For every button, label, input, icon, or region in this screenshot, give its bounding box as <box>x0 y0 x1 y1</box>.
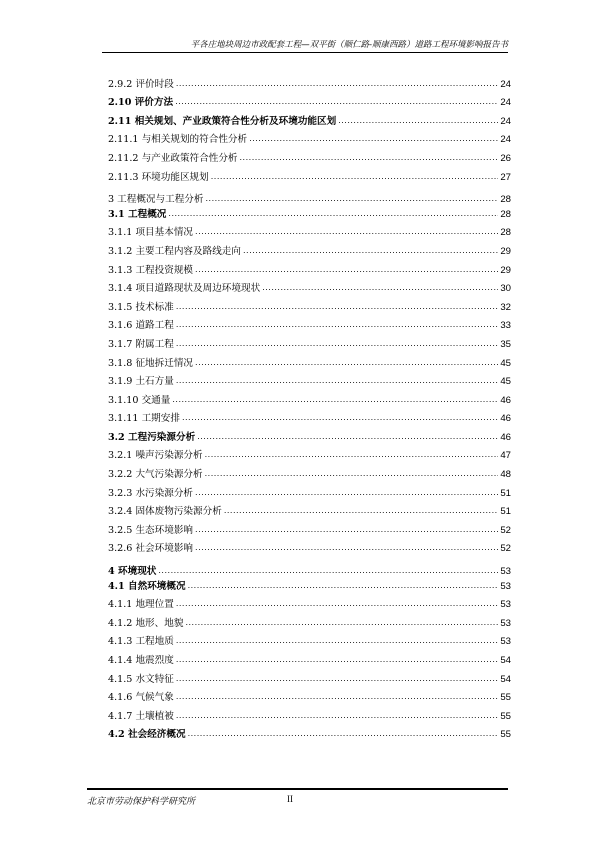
toc-entry-page: 45 <box>500 357 511 369</box>
toc-entry[interactable] <box>108 72 511 91</box>
toc-entry-label: 4.1.5 水文特征 <box>108 673 174 685</box>
toc-entry-page: 53 <box>500 636 511 648</box>
toc-entry[interactable] <box>108 686 511 705</box>
toc-entry-page: 24 <box>500 78 511 90</box>
toc-entry-label: 3.2.1 噪声污染源分析 <box>108 450 203 462</box>
toc-entry[interactable] <box>108 206 511 221</box>
toc-leader <box>185 617 498 629</box>
toc-entry-page: 29 <box>500 264 511 276</box>
toc-entry-label: 3.2 工程污染源分析 <box>108 431 196 443</box>
header-rule <box>102 52 508 53</box>
toc-leader <box>176 635 498 647</box>
toc-entry-page: 46 <box>500 413 511 425</box>
toc-entry-label: 3.1.3 工程投资规模 <box>108 264 194 276</box>
toc-entry[interactable] <box>108 91 511 110</box>
toc-entry-label: 3.1.10 交通量 <box>108 394 171 406</box>
toc-leader <box>240 152 499 164</box>
toc-entry-label: 3.2.6 社会环境影响 <box>108 543 194 555</box>
toc-entry-page: 27 <box>500 171 511 183</box>
toc-entry-page: 46 <box>500 431 511 443</box>
toc-entry-label: 3.1.7 附属工程 <box>108 338 174 350</box>
toc-entry-label: 4.1.2 地形、地貌 <box>108 617 184 629</box>
footer-organization: 北京市劳动保护科学研究所 <box>87 797 196 807</box>
toc-entry[interactable] <box>108 188 511 207</box>
toc-entry[interactable] <box>108 704 511 723</box>
toc-entry-page: 28 <box>500 194 511 206</box>
toc-entry-page: 53 <box>500 617 511 629</box>
toc-entry[interactable] <box>108 518 511 537</box>
toc-entry-page: 46 <box>500 394 511 406</box>
toc-entry-page: 54 <box>500 673 511 685</box>
toc-entry-label: 3.2.3 水污染源分析 <box>108 487 194 499</box>
toc-leader <box>206 193 499 205</box>
toc-entry-label: 2.11.2 与产业政策符合性分析 <box>108 152 238 164</box>
toc-entry-label: 3.1.9 土石方量 <box>108 376 174 388</box>
toc-entry-page: 53 <box>500 566 511 578</box>
toc-entry-page: 24 <box>500 115 511 127</box>
toc-entry-page: 52 <box>500 543 511 555</box>
toc-entry-page: 28 <box>500 227 511 239</box>
toc-entry[interactable] <box>108 314 511 333</box>
toc-leader <box>158 565 498 577</box>
toc-entry[interactable] <box>108 146 511 165</box>
toc-entry-page: 33 <box>500 320 511 332</box>
toc-leader <box>195 264 498 276</box>
toc-entry-label: 4.1.3 工程地质 <box>108 636 174 648</box>
toc-leader <box>205 449 499 461</box>
toc-entry[interactable] <box>108 407 511 426</box>
toc-leader <box>249 133 498 145</box>
toc-leader <box>172 394 498 406</box>
toc-leader <box>176 78 498 90</box>
toc-entry-label: 3.1.5 技术标准 <box>108 301 174 313</box>
toc-entry[interactable] <box>108 258 511 277</box>
toc-leader <box>195 357 498 369</box>
toc-entry[interactable] <box>108 481 511 500</box>
toc-entry-label: 3.2.2 大气污染源分析 <box>108 469 203 481</box>
toc-entry[interactable] <box>108 425 511 444</box>
toc-leader <box>195 226 498 238</box>
toc-entry[interactable] <box>108 723 511 742</box>
toc-entry-label: 2.9.2 评价时段 <box>108 78 174 90</box>
toc-entry-page: 53 <box>500 599 511 611</box>
toc-entry-page: 45 <box>500 376 511 388</box>
toc-leader <box>195 487 498 499</box>
toc-entry-page: 55 <box>500 710 511 722</box>
toc-leader <box>176 338 498 350</box>
toc-entry-label: 3.1.4 项目道路现状及周边环境现状 <box>108 283 261 295</box>
toc-entry-label: 4 环境现状 <box>108 566 157 578</box>
toc-entry[interactable] <box>108 462 511 481</box>
running-header: 平各庄地块周边市政配套工程—双平街（顺仁路-顺康西路）道路工程环境影响报告书 <box>190 40 508 50</box>
toc-entry[interactable] <box>108 332 511 351</box>
toc-entry-label: 2.11.1 与相关规划的符合性分析 <box>108 134 248 146</box>
toc-leader <box>176 710 498 722</box>
toc-leader <box>176 654 498 666</box>
toc-entry[interactable] <box>108 537 511 556</box>
toc-entry-page: 55 <box>500 692 511 704</box>
toc-entry-label: 4.2 社会经济概况 <box>108 729 186 741</box>
footer-rule <box>87 788 508 790</box>
toc-entry-page: 28 <box>500 208 511 220</box>
toc-leader <box>176 598 498 610</box>
toc-leader <box>197 431 498 443</box>
toc-entry-page: 26 <box>500 152 511 164</box>
toc-entry[interactable] <box>108 578 511 593</box>
toc-leader <box>176 301 498 313</box>
table-of-contents <box>108 72 511 741</box>
toc-entry[interactable] <box>108 221 511 240</box>
toc-entry[interactable] <box>108 611 511 630</box>
toc-entry-page: 29 <box>500 245 511 257</box>
toc-entry-page: 35 <box>500 338 511 350</box>
toc-entry[interactable] <box>108 351 511 370</box>
toc-entry[interactable] <box>108 370 511 389</box>
toc-leader <box>188 728 499 740</box>
toc-entry[interactable] <box>108 500 511 519</box>
toc-entry-label: 4.1.7 土壤植被 <box>108 710 174 722</box>
toc-entry-label: 3.2.4 固体废物污染源分析 <box>108 506 222 518</box>
toc-entry[interactable] <box>108 109 511 128</box>
toc-entry-label: 3.1.11 工期安排 <box>108 413 180 425</box>
toc-entry-label: 2.11 相关规划、产业政策符合性分析及环境功能区划 <box>108 115 337 127</box>
toc-leader <box>243 245 498 257</box>
toc-entry[interactable] <box>108 295 511 314</box>
toc-entry-page: 24 <box>500 134 511 146</box>
toc-entry-label: 4.1.1 地理位置 <box>108 599 174 611</box>
toc-entry[interactable] <box>108 444 511 463</box>
toc-leader <box>176 673 498 685</box>
toc-leader <box>176 319 498 331</box>
toc-entry-page: 55 <box>500 729 511 741</box>
toc-entry-label: 3.1.1 项目基本情况 <box>108 227 194 239</box>
toc-entry[interactable] <box>108 559 511 578</box>
toc-entry-page: 48 <box>500 469 511 481</box>
footer-page-number: II <box>287 794 293 804</box>
toc-entry[interactable] <box>108 128 511 147</box>
toc-entry-label: 3.1.8 征地拆迁情况 <box>108 357 194 369</box>
toc-entry-page: 53 <box>500 580 511 592</box>
toc-entry[interactable] <box>108 388 511 407</box>
toc-leader <box>168 208 498 220</box>
toc-leader <box>205 468 499 480</box>
toc-entry-label: 2.10 评价方法 <box>108 97 174 109</box>
toc-leader <box>195 524 498 536</box>
toc-leader <box>211 171 499 183</box>
toc-entry-page: 24 <box>500 97 511 109</box>
toc-entry-label: 3.2.5 生态环境影响 <box>108 524 194 536</box>
toc-entry-page: 52 <box>500 524 511 536</box>
toc-leader <box>338 115 498 127</box>
toc-entry-page: 51 <box>500 506 511 518</box>
toc-entry-page: 30 <box>500 283 511 295</box>
toc-entry-label: 3.1.6 道路工程 <box>108 320 174 332</box>
toc-entry-page: 51 <box>500 487 511 499</box>
toc-entry[interactable] <box>108 239 511 258</box>
toc-entry[interactable] <box>108 630 511 649</box>
toc-entry[interactable] <box>108 667 511 686</box>
toc-leader <box>176 691 498 703</box>
toc-entry-label: 3.1 工程概况 <box>108 208 167 220</box>
toc-entry-label: 4.1.6 气候气象 <box>108 692 174 704</box>
toc-leader <box>195 542 498 554</box>
toc-leader <box>224 505 499 517</box>
toc-entry-page: 47 <box>500 450 511 462</box>
toc-entry-page: 54 <box>500 655 511 666</box>
toc-entry-page: 32 <box>500 301 511 313</box>
toc-entry[interactable] <box>108 277 511 296</box>
toc-leader <box>182 412 498 424</box>
toc-leader <box>188 580 499 592</box>
toc-leader <box>175 96 498 108</box>
toc-entry-label: 2.11.3 环境功能区规划 <box>108 171 209 183</box>
toc-entry[interactable] <box>108 648 511 667</box>
toc-entry-label: 4.1 自然环境概况 <box>108 580 186 592</box>
toc-entry[interactable] <box>108 165 511 184</box>
toc-leader <box>176 375 498 387</box>
toc-entry-label: 3.1.2 主要工程内容及路线走向 <box>108 245 241 257</box>
toc-entry[interactable] <box>108 593 511 612</box>
toc-entry-label: 3 工程概况与工程分析 <box>108 194 204 206</box>
toc-leader <box>262 282 498 294</box>
toc-entry-label: 4.1.4 地震烈度 <box>108 655 174 666</box>
